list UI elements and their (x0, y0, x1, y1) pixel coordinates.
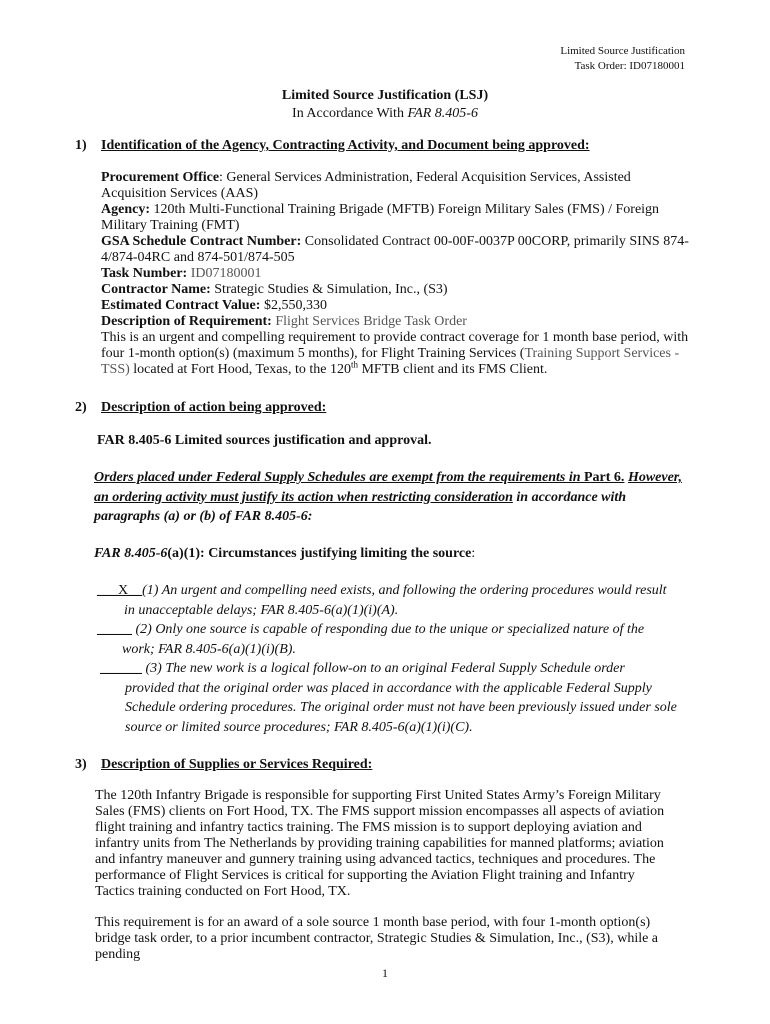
option-2-blank: _____ (97, 622, 132, 637)
title-sub: In Accordance With FAR 8.405-6 (292, 106, 478, 121)
task-number: Task Number: ID07180001 (101, 266, 262, 281)
section-number: 3) (75, 757, 87, 772)
header-title: Limited Source Justification (560, 45, 685, 57)
circumstances-heading: FAR 8.405-6(a)(1): Circumstances justifying limiting the source: (94, 546, 476, 561)
orders-paragraph: Orders placed under Federal Supply Schedules are exempt from the requirements in Part 6. However, an ordering activity must justify its action when restricting consideration in accordance with paragraphs (a) or (b) of FAR 8.405-6: (94, 470, 682, 524)
header-task-order: Task Order: ID07180001 (574, 60, 685, 72)
far-heading: FAR 8.405-6 Limited sources justification and approval. (97, 433, 432, 448)
section-number: 2) (75, 400, 87, 415)
running-header (560, 44, 685, 74)
section-title: Identification of the Agency, Contracting Activity, and Document being approved: (101, 138, 590, 153)
option-1-checkmark: ___X__ (97, 583, 143, 598)
requirement-paragraph: This is an urgent and compelling requirement to provide contract coverage for 1 month base period, with four 1-month option(s) (maximum 5 months), for Flight Training Services (Training Support Services - TSS) located at Fort Hood, Texas, to the 120th MFTB client and its FMS Client. (101, 330, 689, 377)
description-of-requirement: Description of Requirement: Flight Services Bridge Task Order (101, 314, 467, 329)
section-title: Description of action being approved: (101, 400, 327, 415)
services-paragraph-2: This requirement is for an award of a sole source 1 month base period, with four 1-month option(s) bridge task order, to a prior incumbent contractor, Strategic Studies & Simulation, Inc., (S3), while a pending (95, 915, 659, 962)
section-1-body (101, 170, 691, 378)
option-2-only-one-source: _____ (2) Only one source is capable of responding due to the unique or specialized nature of the work; FAR 8.405-6(a)(1)(i)(B). (97, 622, 645, 657)
gsa-schedule-contract: GSA Schedule Contract Number: Consolidated Contract 00-00F-0037P 00CORP, primarily SINS 874-4/874-04RC and 874-501/874-505 (101, 234, 689, 265)
option-1-urgent-need: ___X__(1) An urgent and compelling need exists, and following the ordering procedures would result in unacceptable delays; FAR 8.405-6(a)(1)(i)(A). (97, 583, 667, 618)
page-number: 1 (382, 966, 388, 980)
title-main: Limited Source Justification (LSJ) (281, 88, 489, 103)
option-3-follow-on: ______ (3) The new work is a logical follow-on to an original Federal Supply Schedule order provided that the original order was placed in accordance with the applicable Federal Supply Schedule ordering procedures. The original order must not have been previously issued under sole source or limited source procedures; FAR 8.405-6(a)(1)(i)(C). (100, 661, 677, 735)
services-paragraph-1: The 120th Infantry Brigade is responsible for supporting First United States Army’s Foreign Military Sales (FMS) clients on Fort Hood, TX. The FMS support mission encompasses all aspects of aviation flight training and infantry tactics training. The FMS mission is to support deploying aviation and infantry units from The Netherlands by providing training capabilities for manned platforms; aviation and infantry maneuver and gunnery training using advanced tactics, techniques and procedures. The performance of Flight Services is critical for supporting the Aviation Flight training and Infantry Tactics training conducted on Fort Hood, TX. (95, 788, 665, 899)
procurement-office: Procurement Office: General Services Administration, Federal Acquisition Services, Assisted Acquisition Services (AAS) (101, 170, 631, 201)
section-title: Description of Supplies or Services Required: (101, 757, 373, 772)
contractor-name: Contractor Name: Strategic Studies & Simulation, Inc., (S3) (101, 282, 448, 297)
estimated-contract-value: Estimated Contract Value: $2,550,330 (101, 298, 327, 313)
document-title (0, 87, 770, 123)
option-3-blank: ______ (100, 661, 142, 676)
section-number: 1) (75, 138, 87, 153)
title-far-ref: FAR 8.405-6 (407, 106, 478, 121)
agency: Agency: 120th Multi-Functional Training Brigade (MFTB) Foreign Military Sales (FMS) / Foreign Military Training (FMT) (101, 202, 660, 233)
